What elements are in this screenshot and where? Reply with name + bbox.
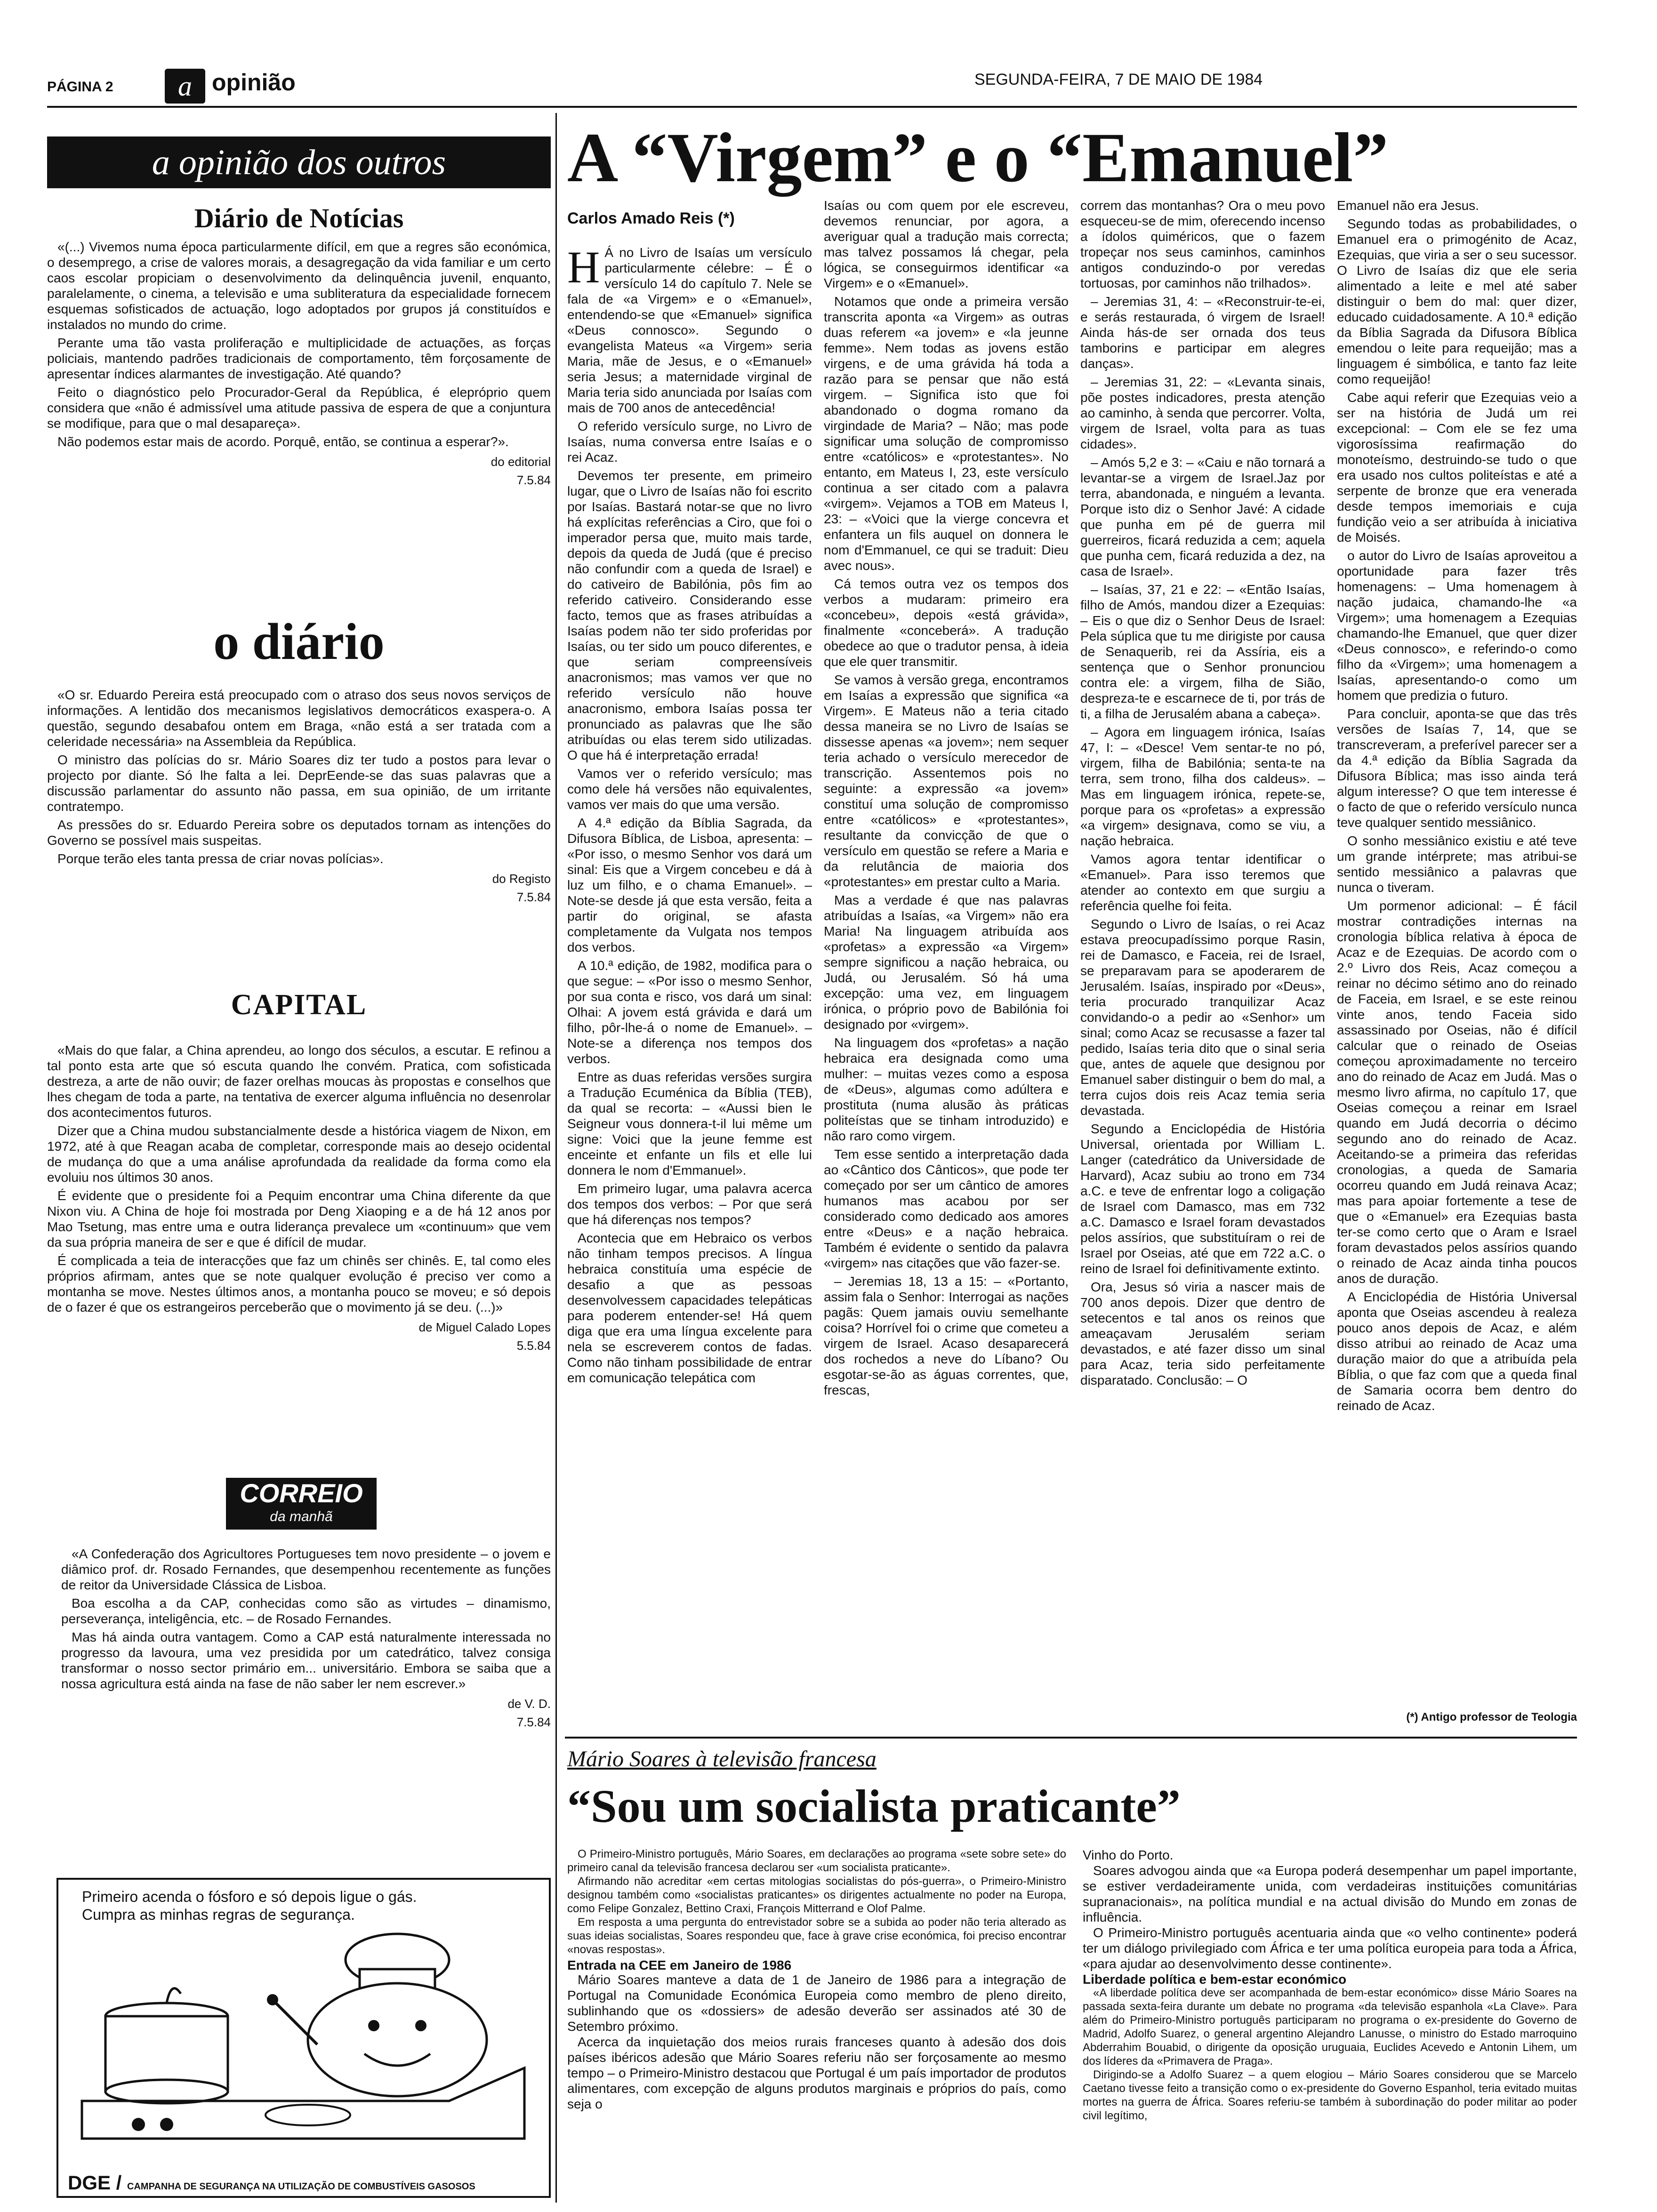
soares-subhead: Liberdade política e bem-estar económico [1083,1972,1347,1987]
ad-footer: CAMPANHA DE SEGURANÇA NA UTILIZAÇÃO DE COMBUSTÍVEIS GASOSOS [127,2181,475,2192]
capital-paragraph: Dizer que a China mudou substancialmente desde a histórica viagem de Nixon, em 1972, até à que Reagan acaba de completar, corresponde mais ao desejo ocidental de mudança do que a uma análise aprofundada da realidade da forma como ela evoluiu nos últimos 30 anos. [47,1123,551,1185]
article-paragraph: Vamos agora tentar identificar o «Emanuel». Para isso teremos que atender ao contexto em que surgiu a referência quelhe foi feita. [1080,852,1325,913]
capital-paragraph: «Mais do que falar, a China aprendeu, ao longo dos séculos, a escutar. E refinou a tal ponto esta arte que só escuta quando lhe convém. Pratica, com sofisticada destreza, a arte de não ouvir; de fazer orelhas moucas às propostas e conselhos que lhes chegam de toda a parte, na tentativa de exercer alguma influência no desenrolar dos acontecimentos futuros. [47,1043,551,1120]
column-divider [555,113,557,2203]
chef-mascot-icon [308,1934,487,2096]
article-paragraph: Segundo o Livro de Isaías, o rei Acaz estava preocupadíssimo porque Rasin, rei de Damasco, e Faceia, rei de Israel, se preparavam para se apoderarem de Jerusalém. Isaías, inspirado por «Deus», teria procurado tranquilizar Acaz convidando-o a pedir ao «Senhor» um sinal; como Acaz se recusasse a fazer tal pedido, Isaías teria dito que o sinal seria que, antes de aquele que designou por Emanuel saber distinguir o bem do mal, a terra cujos dois reis Acaz temia seria devastada. [1080,917,1325,1118]
capital-date: 5.5.84 [516,1338,551,1353]
article-paragraph: – Agora em linguagem irónica, Isaías 47, I: – «Desce! Vem sentar-te no pó, virgem, filha de Babilónia; senta-te na terra, sem trono, filha dos caldeus». – Mas em linguagem irónica, repete-se, porque para os «profetas» a expressão «a virgem» designava, como se viu, a nação hebraica. [1080,725,1325,848]
article-paragraph: Isaías ou com quem por ele escreveu, devemos renunciar, por agora, a averiguar qual a tradução mais correcta; mas talvez possamos lá chegar, pela lógica, se conseguirmos identificar «a Virgem» e o «Emanuel». [824,198,1069,290]
dn-paragraph: Feito o diagnóstico pelo Procurador-Geral da República, é elepróprio quem considera que «não é admissível uma atitude passiva de espera de que a conjuntura se modifique, para que o mal desapareça». [47,385,551,431]
soares-title: “Sou um socialista praticante” [567,1780,1181,1832]
section-name: opinião [212,69,296,96]
soares-paragraph: Dirigindo-se a Adolfo Suarez – a quem elogiou – Mário Soares considerou que se Marcelo Caetano tivesse feito a transição como o ex-presidente do Governo Espanhol, teria evitado muitas mortes na guerra de África. Soares referiu-se também à subordinação do poder militar ao poder civil legítimo, [1083,2068,1577,2122]
dn-paragraph: Não podemos estar mais de acordo. Porquê, então, se continua a esperar?». [57,434,509,449]
capital-paragraph: É evidente que o presidente foi a Pequim encontrar uma China diferente da que Nixon viu. A China de hoje foi mostrada por Deng Xiaoping e a de há 12 anos por Mao Tsetung, mas entre uma e outra liderança prevalece um «continuum» que vem da sua própria maneira de ser e que é difícil de mudar. [47,1188,551,1250]
soares-paragraph: «A liberdade política deve ser acompanhada de bem-estar económico» disse Mário Soares na passada sexta-feira durante um debate no programa «da televisão espanhola «La Clave». Para além do Primeiro-Ministro português participaram no programa o ex-presidente do Governo de Madrid, Adolfo Suarez, o general argentino Alejandro Lanusse, o ministro do Estado marroquino Abderrahim Bouabid, o dirigente da oposição uruguaia, Euclides Acevedo e Antonin Lihem, um dos líderes da «Primavera de Praga». [1083,1987,1577,2068]
opinion-banner: a opinião dos outros [47,136,551,188]
safety-ad [56,1878,551,2198]
od-date: 7.5.84 [516,890,551,904]
cm-masthead-top: CORREIO [240,1478,363,1508]
article-paragraph: Tem esse sentido a interpretação dada ao «Cântico dos Cânticos», que pode ter começado por ser um cântico de amores humanos mas acabou por ser considerado como dedicado aos amores entre «Deus» e a nação hebraica. Também é evidente o sentido da palavra «virgem» nas citações que vão fazer-se. [824,1147,1069,1270]
article-paragraph: A 10.ª edição, de 1982, modifica para o que segue: – «Por isso o mesmo Senhor, por sua conta e risco, vos dará um sinal: Olhai: A jovem está grávida e dará um filho, pôr-lhe-á o nome de Emanuel». – Note-se a diferença nos tempos dos verbos. [567,958,812,1066]
gas-stove-illustration [72,1927,539,2148]
article-paragraph: Na linguagem dos «profetas» a nação hebraica era designada como uma mulher: – muitas vezes como a esposa de «Deus», algumas como adúltera e prostituta (numa alusão às práticas politeístas que se tinham introduzido) e não raro como virgem. [824,1035,1069,1143]
article-paragraph: – Amós 5,2 e 3: – «Caiu e não tornará a levantar-se a virgem de Israel.Jaz por terra, abandonada, e ninguém a levanta. Porque isto diz o Senhor Javé: A cidade que punha em pé de guerra mil guerreiros, ficará reduzida a cem; aquela que punha cem, ficará reduzida a dez, na casa de Israel». [1080,455,1325,578]
page-header [47,66,1577,108]
article-paragraph: correm das montanhas? Ora o meu povo esqueceu-se de mim, oferecendo incenso a ídolos quiméricos, que o fazem tropeçar nos seus caminhos, caminhos antigos conduzindo-o por veredas tortuosas, por caminhos não trilhados». [1080,198,1325,290]
article-paragraph: Mas a verdade é que nas palavras atribuídas a Isaías, «a Virgem» não era Maria! Na linguagem atribuída aos «profetas» a expressão «a Virgem» sempre significou a nação hebraica, ou Judá, ou Jerusalém. Só há uma excepção: uma vez, em linguagem irónica, o próprio povo de Babilónia foi designado por «virgem». [824,893,1069,1032]
soares-paragraph: Acerca da inquietação dos meios rurais franceses quanto à adesão dos dois países ibéricos adesão que Mário Soares referiu não ser forçosamente ao mesmo tempo – o Primeiro-Ministro destacou que Portugal é um país importador de produtos alimentares, com excepção de alguns produtos marginais e próprios do país, como seja o [567,2035,1066,2111]
article-paragraph: – Jeremias 18, 13 a 15: – «Portanto, assim fala o Senhor: Interrogai as nações pagãs: Quem jamais ouviu semelhante coisa? Horrível foi o crime que cometeu a virgem de Israel. Acaso desaparecerá dos rochedos a neve do Líbano? Ou esgotar-se-ão as águas correntes, que, frescas, [824,1274,1069,1397]
ad-brand-name: DGE / [68,2172,122,2194]
od-paragraph: Porque terão eles tanta pressa de criar novas polícias». [57,851,384,866]
article-paragraph: Em primeiro lugar, uma palavra acerca dos tempos dos verbos: – Por que será que há diferenças nos tempos? [567,1181,812,1227]
ad-line-1: Primeiro acenda o fósforo e só depois ligue o gás. [82,1888,417,1905]
article-paragraph: A 4.ª edição da Bíblia Sagrada, da Difusora Bíblica, de Lisboa, apresenta: – «Por isso, o mesmo Senhor vos dará um sinal: Eis que a Virgem concebeu e dá à luz um filho, e o chama Emanuel». – Note-se desde já que esta versão, feita a partir do original, se afasta completamente da Vulgata nos tempos dos verbos. [567,816,812,954]
article-paragraph: Vamos ver o referido versículo; mas como dele há versões não equivalentes, vamos ver mais do que uma versão. [567,766,812,812]
dn-date: 7.5.84 [516,473,551,487]
soares-kicker: Mário Soares à televisão francesa [567,1747,877,1771]
od-paragraph: As pressões do sr. Eduardo Pereira sobre os deputados tornam as intenções do Governo se possível mais suspeitas. [47,817,551,848]
soares-paragraph: O Primeiro-Ministro português acentuaria ainda que «o velho continente» poderá ter um diálogo privilegiado com África e ter uma política europeia para toda a África, «para ajudar ao desenvolvimento desse continente». [1083,1925,1577,1971]
cm-paragraph: Mas há ainda outra vantagem. Como a CAP está naturalmente interessada no progresso da lavoura, uma vez presidida por um catedrático, talvez consiga transformar o nosso sector primário em... universitário. Embora se saiba que a nossa agricultura está ainda na fase de não saber ler nem escrever.» [61,1630,551,1691]
cm-article [61,1546,551,1730]
od-article [47,687,551,905]
page-number: PÁGINA 2 [47,79,113,95]
article-paragraph: Cabe aqui referir que Ezequias veio a ser na história de Judá um rei excepcional: – Com ele se fez uma vigorosíssima reafirmação do monoteísmo, destruindo-se tudo o que era usado nos cultos politeístas e até a serpente de bronze que era venerada desde tempos imemoriais e cuja fundição veio a ser atribuída à iniciativa de Moisés. [1337,390,1577,545]
story-divider [565,1737,1577,1739]
article-paragraph: A Enciclopédia de História Universal aponta que Oseias ascendeu à realeza pouco anos depois de Acaz, e além disso atribui ao reinado de Acaz uma duração maior do que a atribuída pela Bíblia, o que faz com que a queda final de Samaria ocorra bem dentro do reinado de Acaz. [1337,1290,1577,1413]
soares-paragraph: Em resposta a uma pergunta do entrevistador sobre se a subida ao poder não teria alterado as suas ideias socialistas, Soares respondeu que, face à grave crise económica, foi preciso encontrar «novas respostas». [567,1916,1066,1956]
article-paragraph: Um pormenor adicional: – É fácil mostrar contradições internas na cronologia bíblica relativa à época de Acaz e de Ezequias. De acordo com o 2.º Livro dos Reis, Acaz começou a reinar no décimo sétimo ano do reinado de Faceia, em Israel, e se este reinou vinte anos, tendo Faceia sido assassinado por Oseias, não é difícil calcular que o reinado de Oseias começou aproximadamente no terceiro ano do reinado de Acaz em Judá. Mas o mesmo livro afirma, no capítulo 17, que Oseias começou a reinar em Israel quando em Judá decorria o décimo segundo ano do reinado de Acaz. Aceitando-se a primeira das referidas cronologias, a queda de Samaria ocorreu quando em Judá reinava Acaz; mas para apoiar fortemente a tese de que o «Emanuel» era Ezequias basta ter-se como certo que o Aram e Israel foram devastados pelos assírios quando o reinado de Acaz ainda tinha poucos anos de duração. [1337,898,1577,1286]
soares-paragraph: Vinho do Porto. [1083,1848,1174,1862]
ad-line-2: Cumpra as minhas regras de segurança. [82,1906,355,1923]
article-column-4 [1337,198,1577,1416]
article-paragraph: Á no Livro de Isaías um versículo particularmente célebre: – É o versículo 14 do capítulo 7. Nele se fala de «a Virgem» e o «Emanuel», entendendo-se que «Emanuel» significa «Deus connosco». Segundo o evangelista Mateus «a Virgem» seria Maria, mãe de Jesus, e o «Emanuel» seria Jesus; a maternidade virginal de Maria teria sido anunciada por Isaías com mais de 700 anos de antecedência! [567,245,812,415]
article-paragraph: Segundo todas as probabilidades, o Emanuel era o primogénito de Acaz, Ezequias, que viria a ser o seu sucessor. O Livro de Isaías diz que ele seria alimentado a leite e mel até saber distinguir o bem do mal: quer dizer, educado cuidadosamente. A 10.ª edição da Bíblia Sagrada da Difusora Bíblica emendou o leite para requeijão; mas a linguagem é simbólica, e tanto faz leite como requeijão! [1337,216,1577,386]
article-paragraph: o autor do Livro de Isaías aproveitou a oportunidade para fazer três homenagens: – Uma homenagem à nação judaica, chamando-lhe «a Virgem»; uma homenagem a Ezequias chamando-lhe Emanuel, que quer dizer «Deus connosco», e referindo-o como filho da «Virgem»; uma homenagem a Isaías, apresentando-o como um homem que predizia o futuro. [1337,548,1577,703]
capital-masthead: CAPITAL [231,989,367,1021]
article-paragraph: – Jeremias 31, 4: – «Reconstruir-te-ei, e serás restaurada, ó virgem de Israel! Ainda hás-de ser ornada dos teus tamborins e participar em alegres danças». [1080,294,1325,371]
article-paragraph: Para concluir, aponta-se que das três versões de Isaías 7, 14, que se transcreveram, a preferível parecer ser a da 4.ª edição da Bíblia Sagrada da Difusora Bíblica; mas isso ainda terá algum interesse? O que tem interesse é o facto de que o referido versículo nunca teve qualquer sentido messiânico. [1337,706,1577,830]
article-column-1 [567,242,812,1388]
article-paragraph: O referido versículo surge, no Livro de Isaías, numa conversa entre Isaías e o rei Acaz. [567,419,812,465]
soares-paragraph: Soares advogou ainda que «a Europa poderá desempenhar um papel importante, se estiver verdadeiramente unida, com verdadeiras instituições comunitárias supranacionais», na política mundial e na actual divisão do Mundo em zonas de influência. [1083,1863,1577,1924]
dn-paragraph: Perante uma tão vasta proliferação e multiplicidade de actuações, as forças policiais, mantendo padrões tradicionais de comportamento, têm forçosamente de apresentar índices alarmantes de investigação. Até quando? [47,336,551,381]
article-paragraph: – Isaías, 37, 21 e 22: – «Então Isaías, filho de Amós, mandou dizer a Ezequias: – Eis o que diz o Senhor Deus de Israel: Pela súplica que tu me dirigiste por causa de Senaquerib, rei da Assíria, eis a sentença que o Senhor pronunciou contra ele: a virgem, filha de Sião, despreza-te e escarnece de ti, por trás de ti, a filha de Jerusalém abana a cabeça». [1080,582,1325,721]
cm-signature: de V. D. [507,1697,551,1711]
soares-column-2 [1083,1847,1577,2123]
od-signature: do Registo [492,872,551,886]
dn-masthead: Diário de Notícias [194,203,404,233]
article-paragraph: Entre as duas referidas versões surgira a Tradução Ecuménica da Bíblia (TEB), da qual se recorta: – «Aussi bien le Seigneur vous donnera-t-il lui même um signe: Voici que la jeune femme est enceinte et enfante un fils et elle lui donnera le nom d'Emmanuel». [567,1070,812,1178]
article-paragraph: Se vamos à versão grega, encontramos em Isaías a expressão que significa «a Virgem». E Mateus não a teria citado dessa maneira se no Livro de Isaías se dissesse apenas «a jovem»; nem sequer teria achado o versículo merecedor de transcrição. Assentemos pois no seguinte: a expressão «a jovem» constituí uma solução de compromisso entre «católicos» e «protestantes», resultante da convicção de que o versículo em questão se refere a Maria e da relutância de maioria dos «protestantes» em prestar culto a Maria. [824,673,1069,889]
article-paragraph: Acontecia que em Hebraico os verbos não tinham tempos precisos. A língua hebraica constituía uma espécie de desafio a que as pessoas desenvolvessem capacidades telepáticas para poderem entender-se! Há quem diga que era uma língua excelente para nela se escreverem contos de fadas. Como não tinham possibilidade de entrar em comunicação telepática com [567,1231,812,1385]
pot-icon [105,1988,228,2103]
article-paragraph: Ora, Jesus só viria a nascer mais de 700 anos depois. Dizer que dentro de setecentos e tal anos os reinos que ameaçavam Jerusalém seriam devastados, e até fazer disso um sinal para Acaz, teria sido perfeitamente disparatado. Conclusão: – O [1080,1280,1325,1387]
article-paragraph: Emanuel não era Jesus. [1337,198,1479,213]
article-paragraph: Segundo a Enciclopédia de História Universal, orientada por William L. Langer (catedrático da Universidade de Harvard), Acaz subiu ao trono em 734 a.C. e teve de enfrentar logo a coligação de Israel com Damasco, mas em 732 a.C. Damasco e Israel foram devastados pelos assírios, que substituíram o rei de Israel por Oseias, até que em 722 a.C. o reino de Israel foi definitivamente extinto. [1080,1122,1325,1276]
od-paragraph: «O sr. Eduardo Pereira está preocupado com o atraso dos seus novos serviços de informações. A lentidão dos mecanismos legislativos democráticos exaspera-o. A questão, segundo desabafou ontem em Braga, «não está a ser tratada com a celeridade necessária» na Assembleia da República. [47,688,551,749]
left-column [47,113,551,2203]
article-paragraph: Notamos que onde a primeira versão transcrita aponta «a Virgem» as outras duas referem «a jovem» e «la jeunne femme». Nem todas as jovens estão virgens, e de uma grávida há toda a razão para se pensar que não está virgem. – Significa isto que foi abandonado o dogma romano da virgindade de Maria? – Não; mas pode significar uma solução de compromisso entre «católicos» e «protestantes». No entanto, em Mateus I, 23, este versículo continua a ser citado com a palavra «virgem». Vejamos a TOB em Mateus I, 23: – «Voici que la vierge concevra et enfantera un fils auquel on donnera le nom d'Emmanuel, ce qui se traduit: Dieu avec nous». [824,294,1069,573]
article-author: Carlos Amado Reis (*) [567,209,735,227]
soares-paragraph: O Primeiro-Ministro português, Mário Soares, em declarações ao programa «sete sobre sete» do primeiro canal da televisão francesa declarou ser «um socialista praticante». [567,1848,1066,1874]
capital-signature: de Miguel Calado Lopes [418,1320,551,1334]
article-footnote: (*) Antigo professor de Teologia [1406,1711,1577,1723]
ad-brand [68,2172,475,2194]
cm-masthead-bottom: da manhã [270,1509,333,1524]
cm-paragraph: «A Confederação dos Agricultores Portugueses tem novo presidente – o jovem e diâmico prof. dr. Rosado Fernandes, que desempenhou recentemente as funções de reitor da Universidade Clássica de Lisboa. [61,1547,551,1592]
article-column-2 [824,198,1069,1401]
capital-article [47,1042,551,1354]
cm-date: 7.5.84 [516,1715,551,1729]
article-paragraph: O sonho messiânico existiu e até teve um grande intérprete; mas atribui-se sentido messiânico a palavras que nunca o tiveram. [1337,834,1577,895]
article-paragraph: Devemos ter presente, em primeiro lugar, que o Livro de Isaías não foi escrito por Isaías. Bastará notar-se que no livro há explícitas referências a Ciro, que foi o imperador persa que, muito mais tarde, depois da queda de Judá (que é preciso não confundir com a queda de Israel) e do cativeiro de Babilónia, pôs fim ao referido cativeiro. Considerando esse facto, temos que as frases atribuídas a Isaías podem não ter sido proferidas por Isaías, ou ter sido um pouco diferentes, e que seriam compreensíveis anacronismos; mas vamos ver que no referido versículo não houve anacronismo, embora Isaías possa ter pronunciado as palavras que lhe são atribuídas ou elas terem sido utilizadas. O que há é interpretação errada! [567,468,812,762]
dn-paragraph: «(...) Vivemos numa época particularmente difícil, em que a regres são económica, o desemprego, a crise de valores morais, a desagregação da vida familiar e um certo caos escolar propiciam o desenvolvimento da delinquência juvenil, enquanto, paralelamente, o cinema, a televisão e uma subliteratura da especialidade fornecem esquemas sofisticados de actuação, logo adoptados por grupos já constituídos e instalados no mundo do crime. [47,240,551,332]
page-date: SEGUNDA-FEIRA, 7 DE MAIO DE 1984 [974,71,1263,88]
article-title: A “Virgem” e o “Emanuel” [567,119,1389,197]
od-paragraph: O ministro das polícias do sr. Mário Soares diz ter tudo a postos para levar o projecto por diante. Só lhe falta a lei. DeprEende-se das suas palavras que a discussão parlamentar do assunto não passa, em sua opinião, de um irritante contratempo. [47,753,551,814]
soares-paragraph: Afirmando não acreditar «em certas mitologias socialistas do pós-guerra», o Primeiro-Ministro designou também como «socialistas praticantes» os dirigentes actualmente no poder na Europa, como Felipe Gonzalez, Bettino Craxi, François Mitterrand e Olof Palme. [567,1875,1066,1915]
dn-article [47,239,551,488]
dn-signature: do editorial [491,455,551,469]
article-paragraph: – Jeremias 31, 22: – «Levanta sinais, põe postes indicadores, presta atenção ao caminho, à senda que percorrer. Volta, virgem de Israel, volta para as tuas cidades». [1080,375,1325,451]
soares-subhead: Entrada na CEE em Janeiro de 1986 [567,1958,792,1972]
cm-paragraph: Boa escolha a da CAP, conhecidas como são as virtudes – dinamismo, perseverança, inteligência, etc. – de Rosado Fernandes. [61,1596,551,1626]
soares-column-1 [567,1847,1066,2112]
article-paragraph: Cá temos outra vez os tempos dos verbos a mudaram: primeiro era «concebeu», depois «está grávida», finalmente «conceberá». A tradução obedece ao que o tradutor pensa, à ideia que ele quer transmitir. [824,577,1069,669]
od-masthead: o diário [213,613,385,670]
cm-masthead [226,1478,377,1530]
section-logo-icon: a [165,69,205,104]
match-icon [267,1994,317,2044]
article-column-3 [1080,198,1325,1391]
header-rule [47,106,1577,108]
drop-cap: H [567,242,600,292]
soares-paragraph: Mário Soares manteve a data de 1 de Janeiro de 1986 para a integração de Portugal na Comunidade Económica Europeia como membro de pleno direito, sublinhando que os «dossiers» de adesão deverão ser assinados até 30 de Setembro próximo. [567,1972,1066,2034]
capital-paragraph: É complicada a teia de interacções que faz um chinês ser chinês. E, tal como eles próprios afirmam, antes que se note qualquer evolução é preciso ver como a montanha se move. Nestes últimos anos, a montanha pouco se moveu; e só depois de o fazer é que os estrangeiros perceberão que o movimento já se deu. (...)» [47,1253,551,1314]
